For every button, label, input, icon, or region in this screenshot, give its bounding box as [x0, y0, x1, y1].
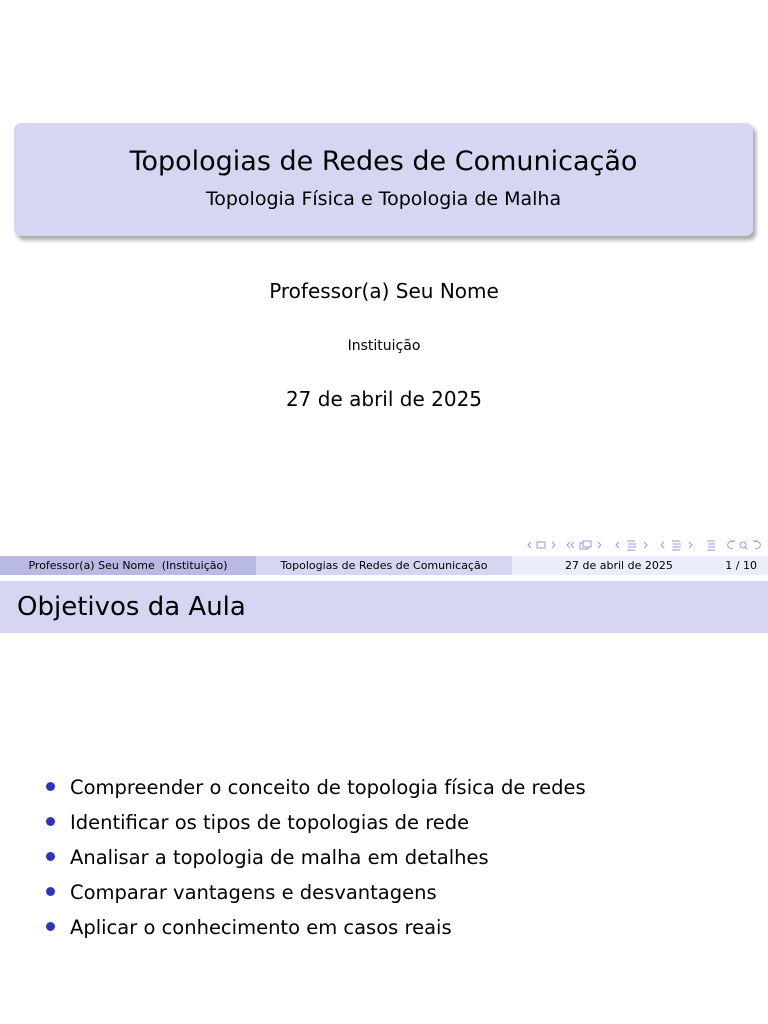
- list-item-text: Identificar os tipos de topologias de rede: [70, 811, 470, 834]
- nav-subsection-icon[interactable]: [615, 539, 651, 551]
- navigation-symbols: [527, 538, 762, 552]
- list-item-text: Aplicar o conhecimento em casos reais: [70, 916, 452, 939]
- list-item: [45, 910, 745, 945]
- nav-appendix-icon[interactable]: [705, 539, 717, 551]
- bullet-icon: [46, 922, 55, 931]
- footline-title: Topologias de Redes de Comunicação: [256, 556, 512, 575]
- footline-author: Professor(a) Seu Nome (Instituição): [0, 556, 256, 575]
- frame-title-bar: [0, 581, 768, 633]
- footline-right: [512, 556, 768, 575]
- presentation-date: 27 de abril de 2025: [285, 387, 483, 411]
- title-box: [14, 123, 753, 236]
- list-item-text: Analisar a topologia de malha em detalhes: [70, 846, 489, 869]
- presentation-title: Topologias de Redes de Comunicação: [129, 146, 638, 177]
- nav-search-icon[interactable]: [726, 539, 762, 551]
- list-item: [45, 840, 745, 875]
- institution-name: Instituição: [347, 338, 421, 354]
- footline-date: 27 de abril de 2025: [565, 559, 673, 572]
- bullet-icon: [46, 852, 55, 861]
- bullet-icon: [46, 887, 55, 896]
- page-number: 1 / 10: [725, 559, 757, 572]
- bullet-icon: [46, 817, 55, 826]
- list-item: [45, 805, 745, 840]
- nav-section-icon[interactable]: [660, 539, 696, 551]
- nav-frame-icon[interactable]: [566, 539, 606, 551]
- bullet-icon: [46, 782, 55, 791]
- footline: [0, 556, 768, 575]
- nav-slide-icon[interactable]: [527, 540, 557, 550]
- list-item-text: Compreender o conceito de topologia física de redes: [70, 776, 586, 799]
- list-item-text: Comparar vantagens e desvantagens: [70, 881, 437, 904]
- frame-title: Objetivos da Aula: [17, 592, 246, 622]
- list-item: [45, 770, 745, 805]
- presentation-subtitle: Topologia Física e Topologia de Malha: [205, 188, 562, 210]
- list-item: [45, 875, 745, 910]
- objectives-list: [45, 770, 745, 945]
- author-name: Professor(a) Seu Nome: [269, 279, 499, 303]
